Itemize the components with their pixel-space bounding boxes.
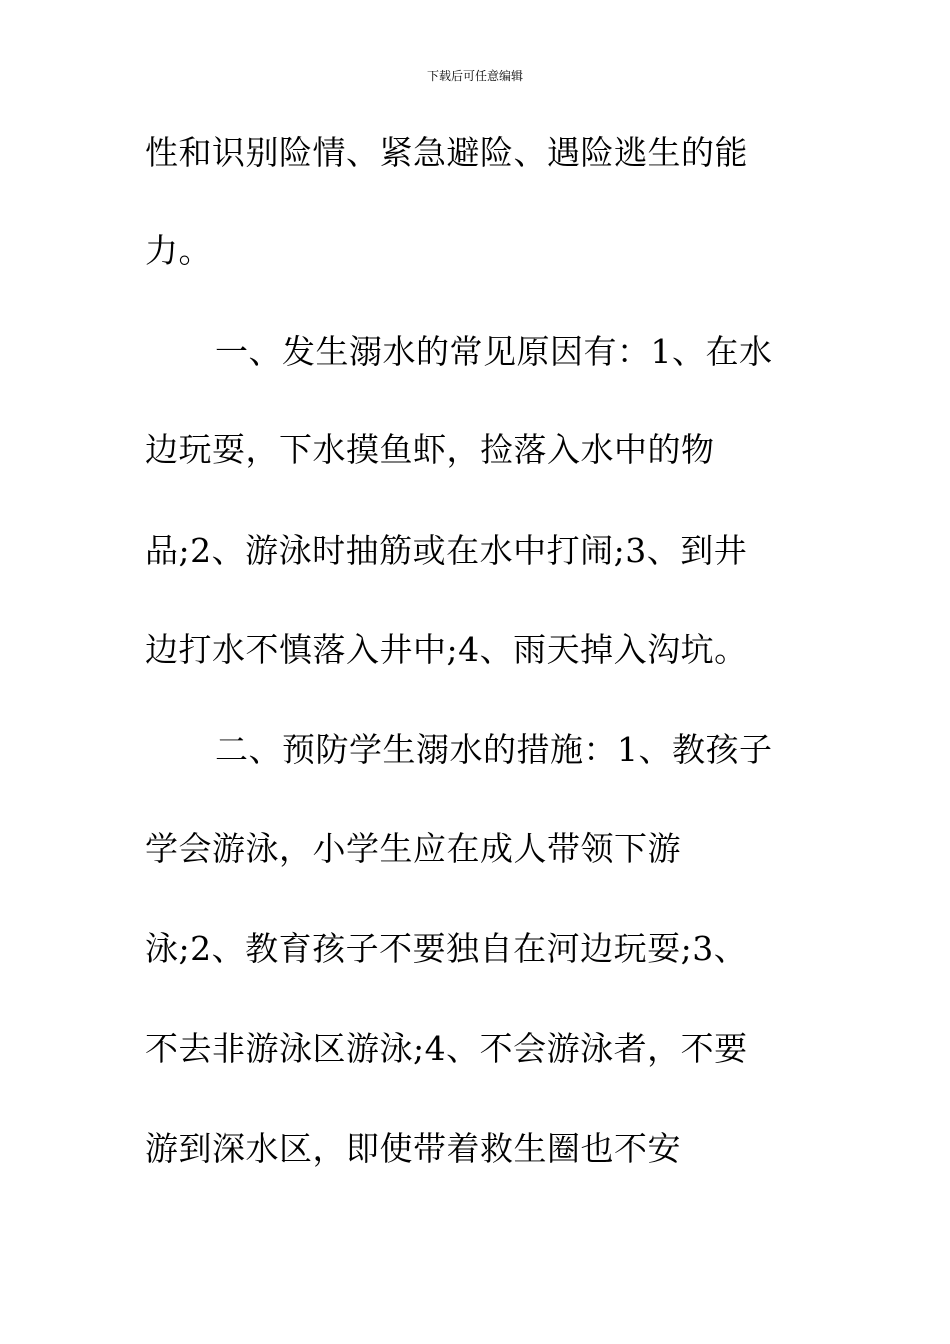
body-line: 边玩耍，下水摸鱼虾，捡落入水中的物 bbox=[145, 430, 715, 469]
body-line: 性和识别险情、紧急避险、遇险逃生的能 bbox=[145, 133, 748, 172]
body-line: 游到深水区，即使带着救生圈也不安 bbox=[145, 1129, 681, 1168]
body-line: 不去非游泳区游泳;4、不会游泳者，不要 bbox=[145, 1029, 748, 1068]
body-line: 边打水不慎落入井中;4、雨天掉入沟坑。 bbox=[145, 630, 748, 669]
paragraph-first-line: 二、预防学生溺水的措施：1、教孩子 bbox=[215, 730, 773, 769]
body-line: 品;2、游泳时抽筋或在水中打闹;3、到井 bbox=[145, 531, 748, 570]
paragraph-first-line: 一、发生溺水的常见原因有：1、在水 bbox=[215, 332, 773, 371]
body-line: 学会游泳，小学生应在成人带领下游 bbox=[145, 829, 681, 868]
body-line: 泳;2、教育孩子不要独自在河边玩耍;3、 bbox=[145, 929, 748, 968]
page-header: 下载后可任意编辑 bbox=[426, 69, 523, 83]
body-line: 力。 bbox=[145, 231, 212, 270]
